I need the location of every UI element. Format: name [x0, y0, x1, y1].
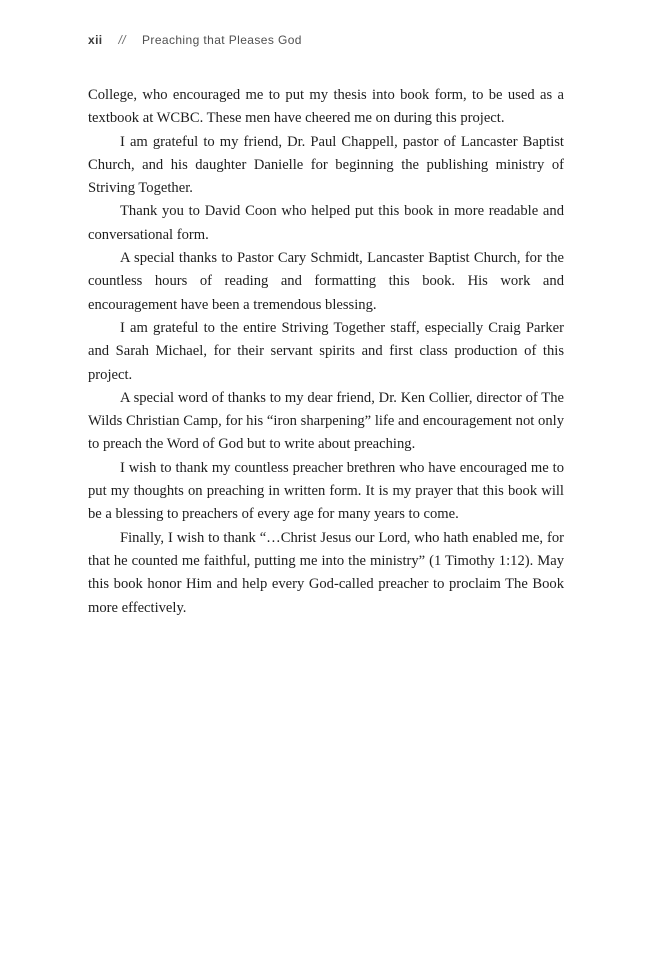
paragraph: I wish to thank my countless preacher brethren who have encouraged me to put my thoughts on preaching in written form. It is my prayer that this book will be a blessing to preachers of every age for many years to come.	[88, 459, 564, 523]
paragraph: Finally, I wish to thank “…Christ Jesus our Lord, who hath enabled me, for that he counted me faithful, putting me into the ministry” (1 Timothy 1:12). May this book honor Him and help every God-called preacher to proclaim The Book more effectively.	[88, 529, 564, 616]
header-separator: //	[118, 33, 127, 47]
page-number: xii	[88, 33, 103, 47]
paragraph: A special thanks to Pastor Cary Schmidt, Lancaster Baptist Church, for the countless hours of reading and formatting this book. His work and encouragement have been a tremendous blessing.	[88, 250, 564, 313]
paragraph: I am grateful to my friend, Dr. Paul Chappell, pastor of Lancaster Baptist Church, and his daughter Danielle for beginning the publishing ministry of Striving Together.	[88, 133, 564, 197]
book-title: Preaching that Pleases God	[142, 33, 302, 47]
paragraph: Thank you to David Coon who helped put this book in more readable and conversational form.	[88, 203, 564, 243]
running-header	[88, 33, 564, 47]
acknowledgments-text	[88, 84, 564, 620]
paragraph: A special word of thanks to my dear friend, Dr. Ken Collier, director of The Wilds Christian Camp, for his “iron sharpening” life and encouragement not only to preach the Word of God but to write about preaching.	[88, 389, 564, 453]
paragraph: College, who encouraged me to put my thesis into book form, to be used as a textbook at WCBC. These men have cheered me on during this project.	[88, 87, 564, 127]
paragraph: I am grateful to the entire Striving Together staff, especially Craig Parker and Sarah Michael, for their servant spirits and first class production of this project.	[88, 319, 564, 383]
